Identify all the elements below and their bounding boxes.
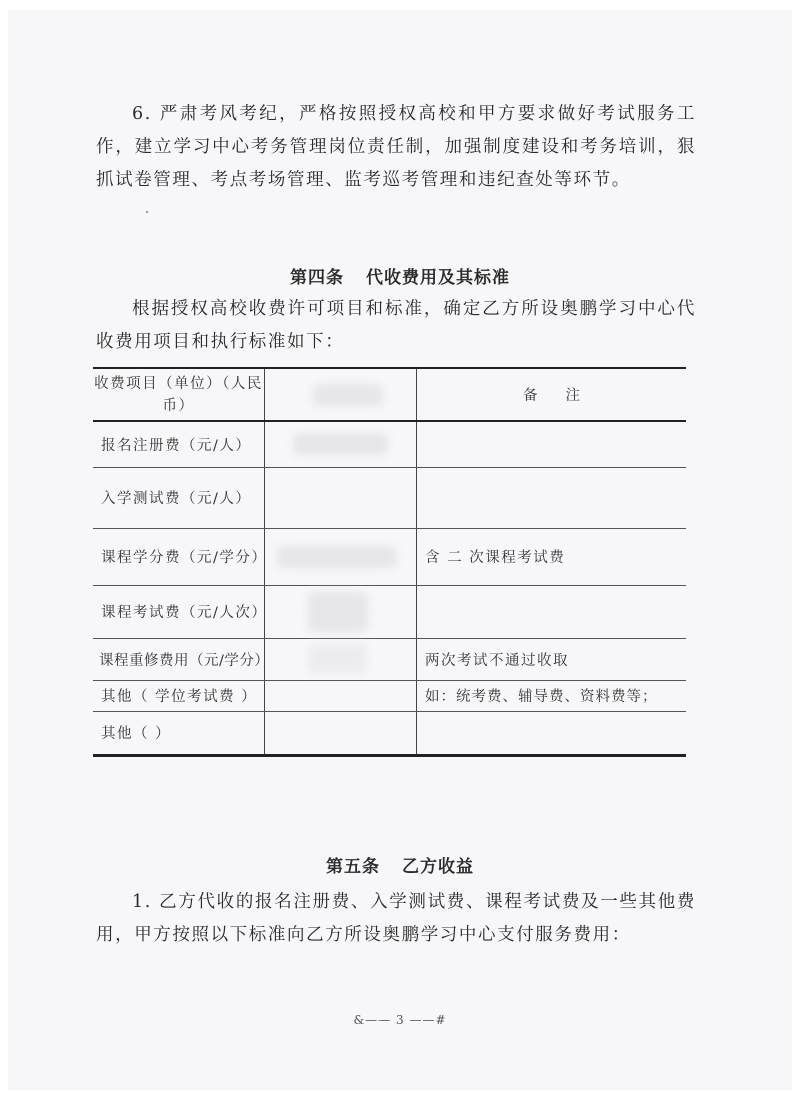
table-row	[93, 467, 686, 528]
article-4-title: 代收费用及其标准	[366, 268, 510, 288]
table-header-row	[93, 368, 686, 421]
row-item: 课程考试费（元/人次）	[93, 585, 265, 638]
scan-speck	[146, 211, 148, 213]
row-amount	[265, 467, 417, 528]
row-item: 报名注册费（元/人）	[93, 421, 265, 467]
row-item: 其他（ ）	[93, 711, 265, 755]
row-remark: 两次考试不通过收取	[417, 638, 687, 680]
row-item: 入学测试费（元/人）	[93, 467, 265, 528]
row-remark	[417, 585, 687, 638]
row-amount	[265, 680, 417, 711]
row-amount-redacted	[265, 528, 417, 585]
header-remark: 备注	[417, 368, 687, 421]
row-amount	[265, 711, 417, 755]
page-number-footer: &—— 3 ——#	[353, 1013, 447, 1027]
article-5-title: 乙方收益	[402, 857, 474, 877]
row-remark: 含 二 次课程考试费	[417, 528, 687, 585]
article-4-intro: 根据授权高校收费许可项目和标准，确定乙方所设奥鹏学习中心代收费用项目和执行标准如下：	[96, 299, 696, 352]
article-4-heading	[0, 263, 800, 288]
paragraph-6: 6. 严肃考风考纪，严格按照授权高校和甲方要求做好考试服务工作，建立学习中心考务管理岗位责任制，加强制度建设和考务培训，狠抓试卷管理、考点考场管理、监考巡考管理和违纪查处等环节。	[96, 104, 696, 190]
row-item: 其他（ 学位考试费 ）	[93, 680, 265, 711]
table-row	[93, 528, 686, 585]
table-row	[93, 421, 686, 467]
row-remark	[417, 711, 687, 755]
row-remark	[417, 467, 687, 528]
row-amount-redacted	[265, 638, 417, 680]
table-row	[93, 585, 686, 638]
article-5-paragraph-1: 1. 乙方代收的报名注册费、入学测试费、课程考试费及一些其他费用，甲方按照以下标准向乙方所设奥鹏学习中心支付服务费用：	[96, 892, 696, 945]
row-amount-redacted	[265, 585, 417, 638]
article-4-number: 第四条	[290, 268, 344, 288]
table-row	[93, 711, 686, 755]
row-amount-redacted	[265, 421, 417, 467]
table-row	[93, 680, 686, 711]
row-item: 课程重修费用（元/学分）	[93, 638, 265, 680]
table-row	[93, 638, 686, 680]
row-item: 课程学分费（元/学分）	[93, 528, 265, 585]
fee-table	[93, 367, 686, 757]
row-remark	[417, 421, 687, 467]
header-item: 收费项目（单位）（人民币）	[93, 368, 265, 421]
article-5-heading	[0, 852, 800, 877]
row-remark: 如：统考费、辅导费、资料费等；	[417, 680, 687, 711]
header-amount-redacted	[265, 368, 417, 421]
article-5-number: 第五条	[326, 857, 380, 877]
